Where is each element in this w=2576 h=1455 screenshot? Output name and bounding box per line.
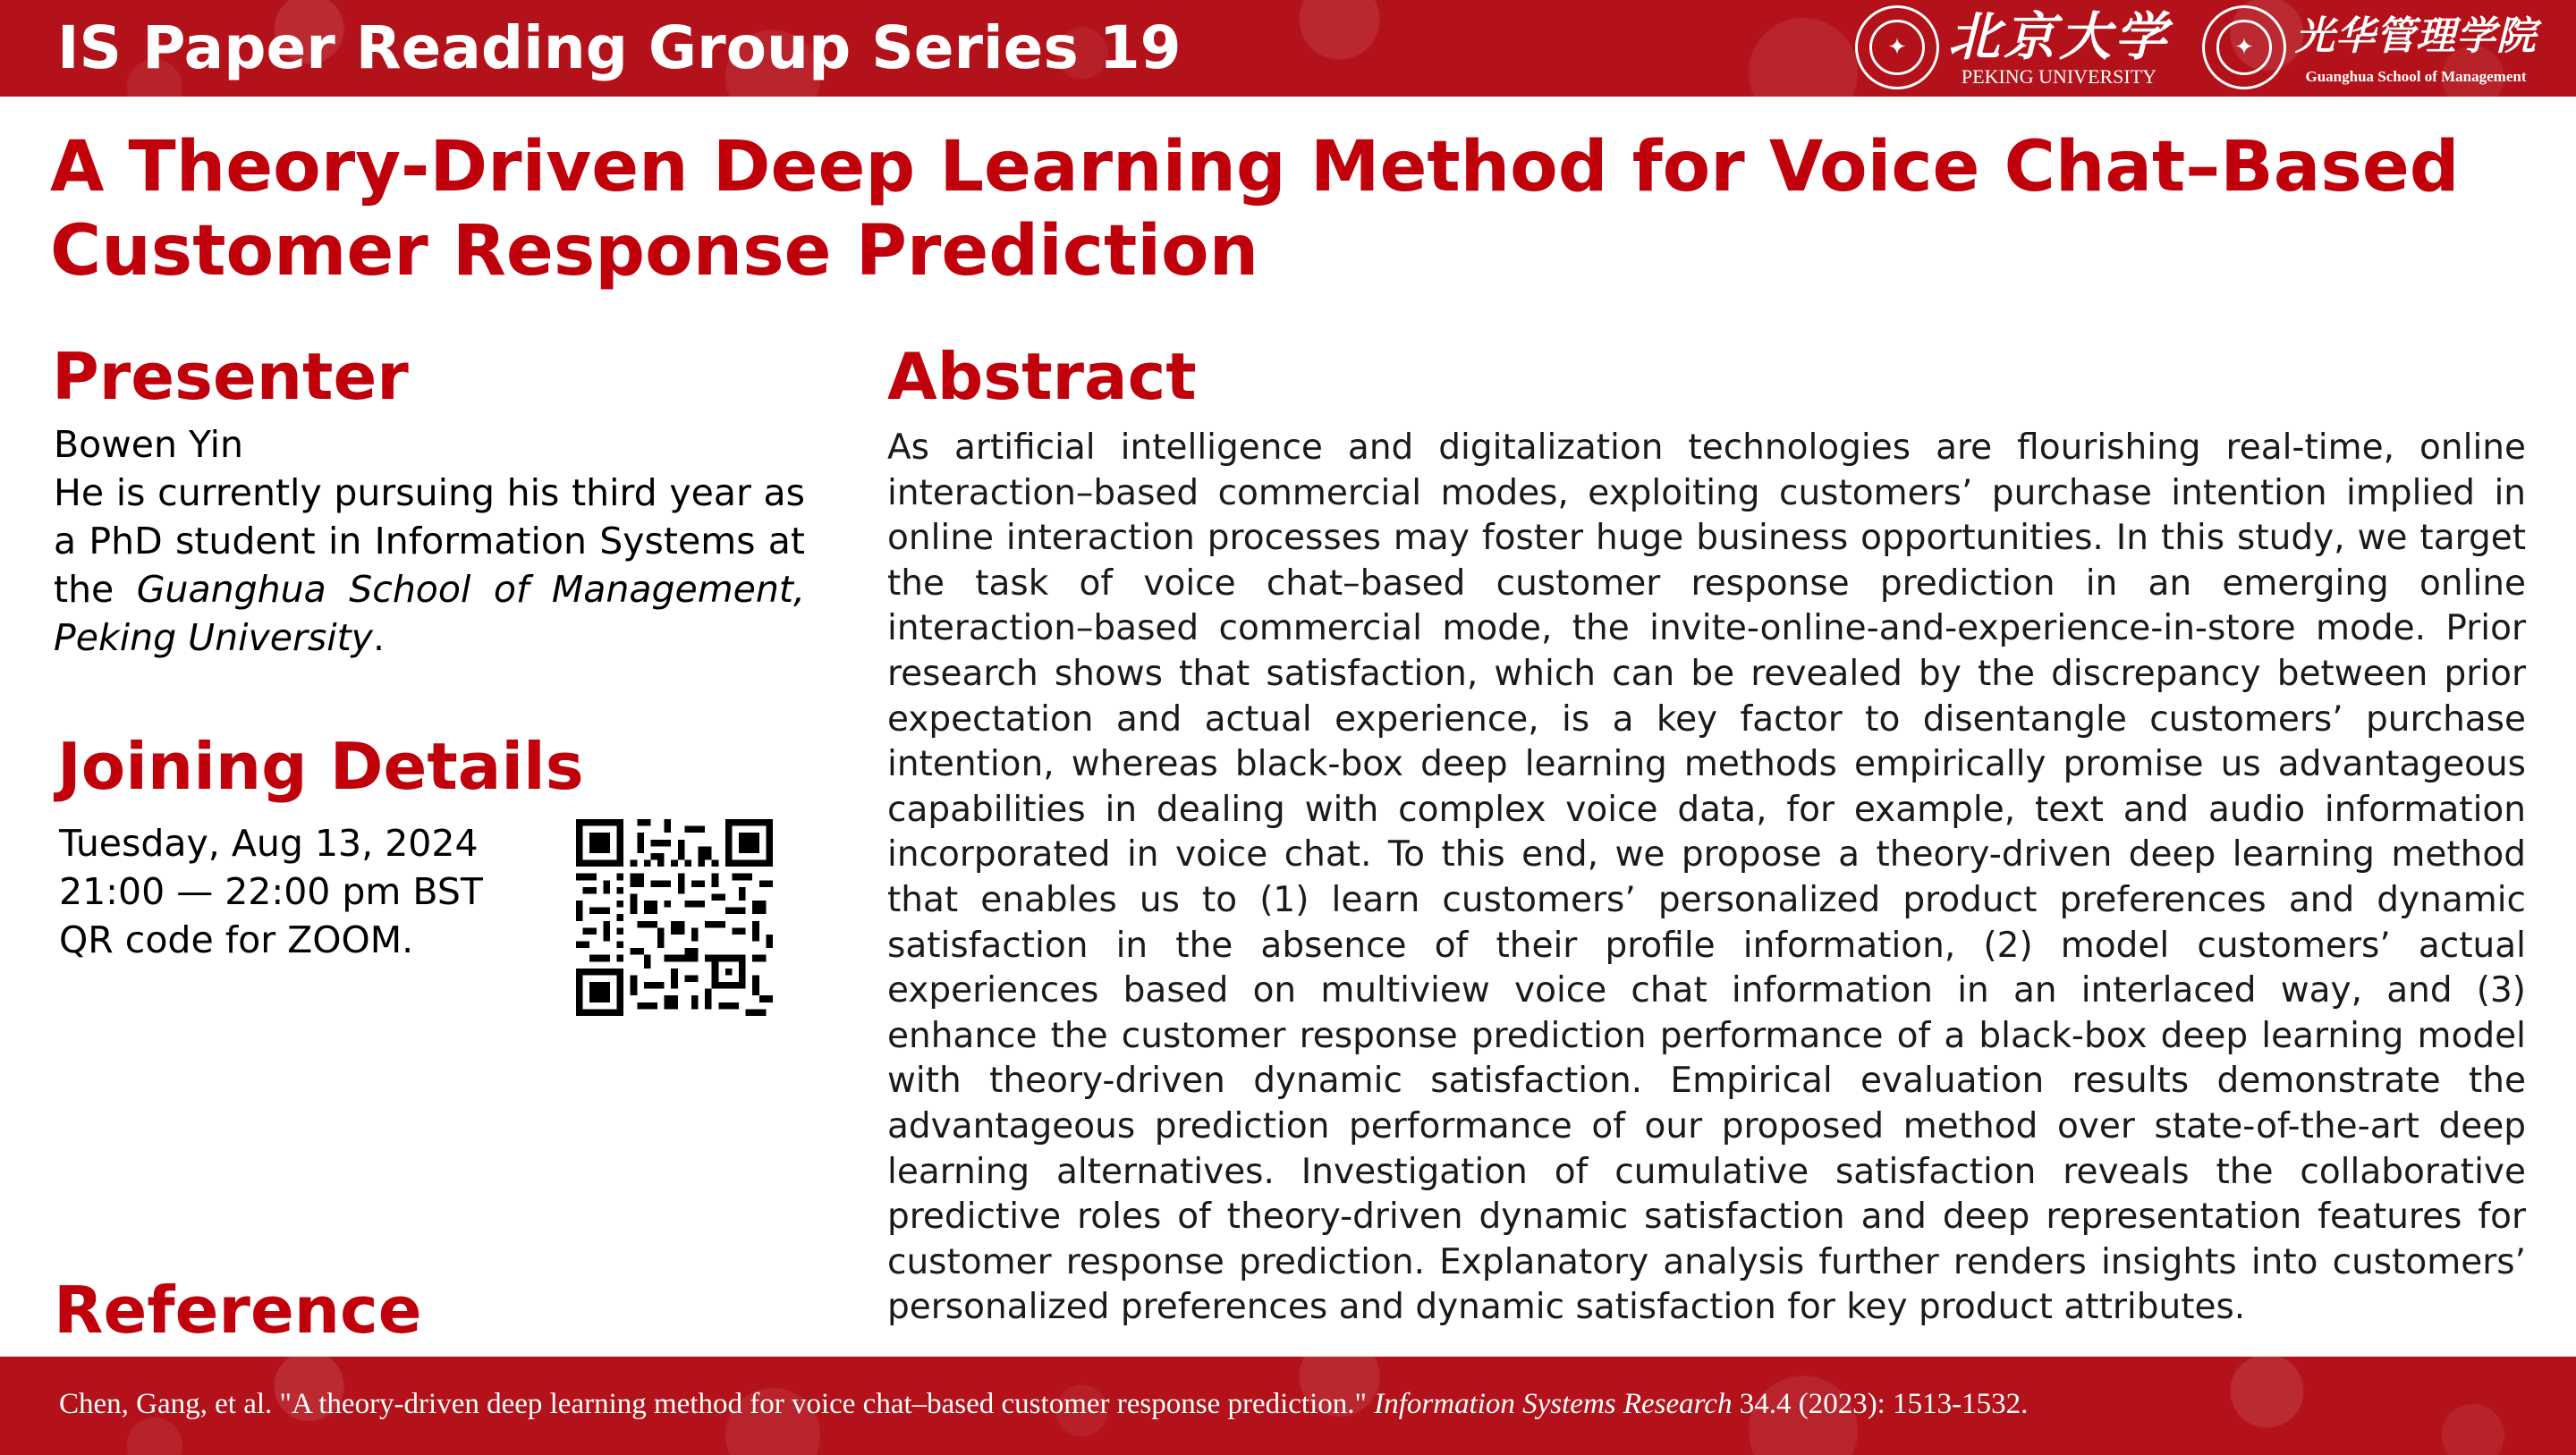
citation-journal: Information Systems Research <box>1374 1388 1733 1420</box>
guanghua-seal-icon: ✦ <box>2202 5 2286 89</box>
abstract-text: As artificial intelligence and digitalization technologies are flourishing real-time, online interaction–based commercial modes, exploiting customers’ purchase intention implied in online interaction processes may foster huge business opportunities. In this study, we target the task of voice chat–based customer response prediction in an emerging online interaction–based commercial mode, the invite-online-and-experience-in-store mode. Prior research shows that satisfaction, which can be revealed by the discrepancy between prior expectation and actual experience, is a key factor to disentangle customers’ purchase intention, whereas black-box deep learning methods empirically promise us advantageous capabilities in dealing with complex voice data, for example, text and audio information incorporated in voice chat. To this end, we propose a theory-driven deep learning method that enables us to (1) learn customers’ personalized product preferences and dynamic satisfaction in the absence of their profile information, (2) model customers’ actual experiences based on multiview voice chat information in an interlaced way, and (3) enhance the customer response prediction performance of a black-box deep learning model with theory-driven dynamic satisfaction. Empirical evaluation results demonstrate the advantageous prediction performance of our proposed method over state-of-the-art deep learning alternatives. Investigation of cumulative satisfaction reveals the collaborative predictive roles of theory-driven dynamic satisfaction and deep representation features for customer response prediction. Explanatory analysis further renders insights into customers’ personalized preferences and dynamic satisfaction for key product attributes. <box>887 427 2526 1328</box>
reference-heading: Reference <box>54 1273 422 1348</box>
qr-code-icon[interactable] <box>576 819 773 1016</box>
presenter-bio-end: . <box>372 616 385 659</box>
paper-title <box>50 125 2465 293</box>
guanghua-name-en: Guanghua School of Management <box>2305 68 2527 85</box>
qr-note: QR code for ZOOM. <box>59 918 414 961</box>
presenter-section <box>54 420 805 662</box>
series-title: IS Paper Reading Group Series 19 <box>57 13 1182 82</box>
joining-section <box>59 819 560 964</box>
presenter-name: Bowen Yin <box>54 423 243 466</box>
joining-heading: Joining Details <box>57 729 584 804</box>
citation-volume: 34.4 (2023): 1513-1532. <box>1732 1388 2029 1420</box>
pku-logo <box>1855 5 2170 89</box>
reference-citation <box>59 1384 2546 1424</box>
paper-title-line-1: A Theory-Driven Deep Learning Method for Voice Chat–Based <box>50 127 2460 207</box>
header-band <box>0 0 2576 97</box>
abstract-heading: Abstract <box>887 339 1197 414</box>
guanghua-name-cn: 光华管理学院 <box>2295 13 2537 59</box>
presenter-bio-text: He is currently pursuing his third year as a PhD student in Information Systems at the <box>54 471 805 611</box>
guanghua-logo <box>2202 5 2537 89</box>
event-time: 21:00 — 22:00 pm BST <box>59 870 483 913</box>
pku-seal-icon: ✦ <box>1855 5 1939 89</box>
presenter-affiliation: Guanghua School of Management, Peking University <box>54 568 805 659</box>
event-date: Tuesday, Aug 13, 2024 <box>59 822 479 865</box>
pku-name-en: PEKING UNIVERSITY <box>1961 65 2157 88</box>
citation-text: Chen, Gang, et al. "A theory-driven deep learning method for voice chat–based customer response prediction." <box>59 1388 1375 1420</box>
paper-title-line-2: Customer Response Prediction <box>50 211 1259 292</box>
presenter-heading: Presenter <box>52 339 409 414</box>
presenter-bio <box>54 469 805 662</box>
pku-name-cn: 北京大学 <box>1948 6 2171 67</box>
